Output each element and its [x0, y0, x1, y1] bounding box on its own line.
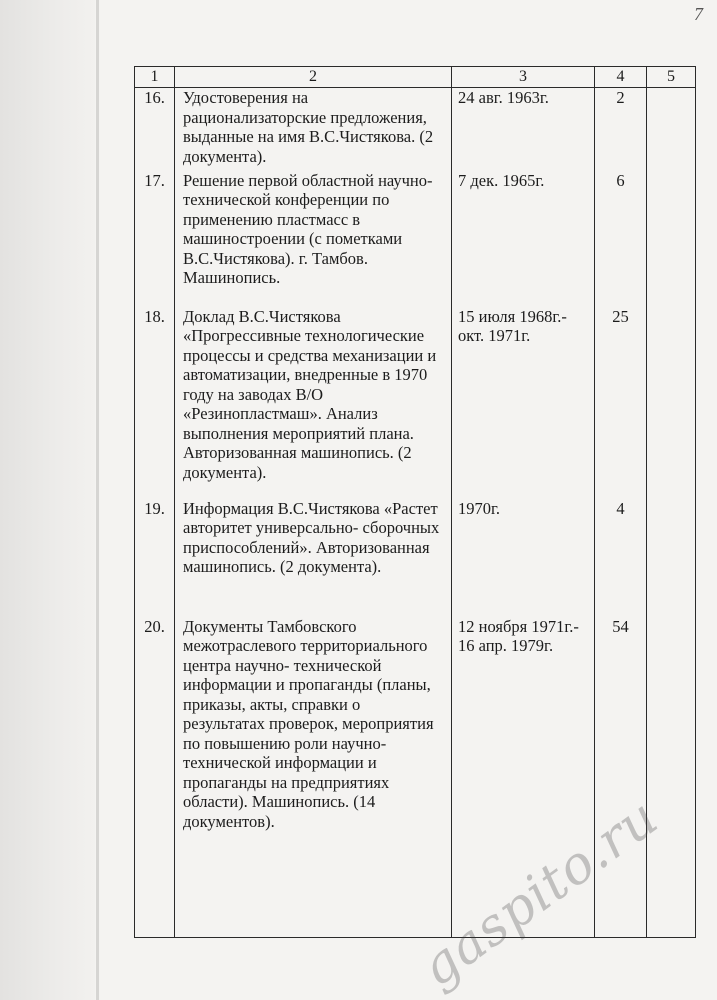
watermark: gaspito.ru — [410, 787, 670, 999]
table-row — [135, 499, 696, 617]
row-note — [647, 499, 696, 617]
row-description: Информация В.С.Чистякова «Растет авторитет универсально- сборочных приспособлений». Авторизованная машинопись. (2 документа). — [175, 499, 452, 617]
row-date: 7 дек. 1965г. — [452, 171, 595, 307]
row-description: Удостоверения на рационализаторские предложения, выданные на имя В.С.Чистякова. (2 документа). — [175, 88, 452, 171]
table-row — [135, 171, 696, 307]
table-row — [135, 88, 696, 171]
row-note — [647, 307, 696, 499]
header-col-1: 1 — [135, 67, 175, 88]
row-date: 12 ноября 1971г.- 16 апр. 1979г. — [452, 617, 595, 938]
table-row — [135, 617, 696, 938]
header-col-5: 5 — [647, 67, 696, 88]
row-number: 17. — [135, 171, 175, 307]
row-sheet-count: 25 — [595, 307, 647, 499]
table-row — [135, 307, 696, 499]
row-note — [647, 617, 696, 938]
row-number: 16. — [135, 88, 175, 171]
row-sheet-count: 4 — [595, 499, 647, 617]
row-date: 15 июля 1968г.- окт. 1971г. — [452, 307, 595, 499]
row-description: Доклад В.С.Чистякова «Прогрессивные технологические процессы и средства механизации и автоматизации, внедренные в 1970 году на заводах В/О «Резинопластмаш». Анализ выполнения мероприятий плана. Авторизованная машинопись. (2 документа). — [175, 307, 452, 499]
row-description: Документы Тамбовского межотраслевого территориального центра научно- технической информации и пропаганды (планы, приказы, акты, справки о результатах проверок, мероприятия по повышению роли научно-технической информации и пропаганды на предприятиях области). Машинопись. (14 документов). — [175, 617, 452, 938]
page-number: 7 — [694, 4, 703, 24]
header-col-2: 2 — [175, 67, 452, 88]
row-number: 18. — [135, 307, 175, 499]
header-col-4: 4 — [595, 67, 647, 88]
row-date: 24 авг. 1963г. — [452, 88, 595, 171]
row-sheet-count: 2 — [595, 88, 647, 171]
row-description: Решение первой областной научно-технической конференции по применению пластмасс в машиностроении (с пометками В.С.Чистякова). г. Тамбов. Машинопись. — [175, 171, 452, 307]
page-edge — [96, 0, 99, 1000]
header-col-3: 3 — [452, 67, 595, 88]
row-sheet-count: 6 — [595, 171, 647, 307]
table-header-row — [135, 67, 696, 88]
row-note — [647, 88, 696, 171]
row-number: 20. — [135, 617, 175, 938]
row-number: 19. — [135, 499, 175, 617]
row-note — [647, 171, 696, 307]
row-sheet-count: 54 — [595, 617, 647, 938]
row-date: 1970г. — [452, 499, 595, 617]
adjacent-page-shadow — [0, 0, 95, 1000]
